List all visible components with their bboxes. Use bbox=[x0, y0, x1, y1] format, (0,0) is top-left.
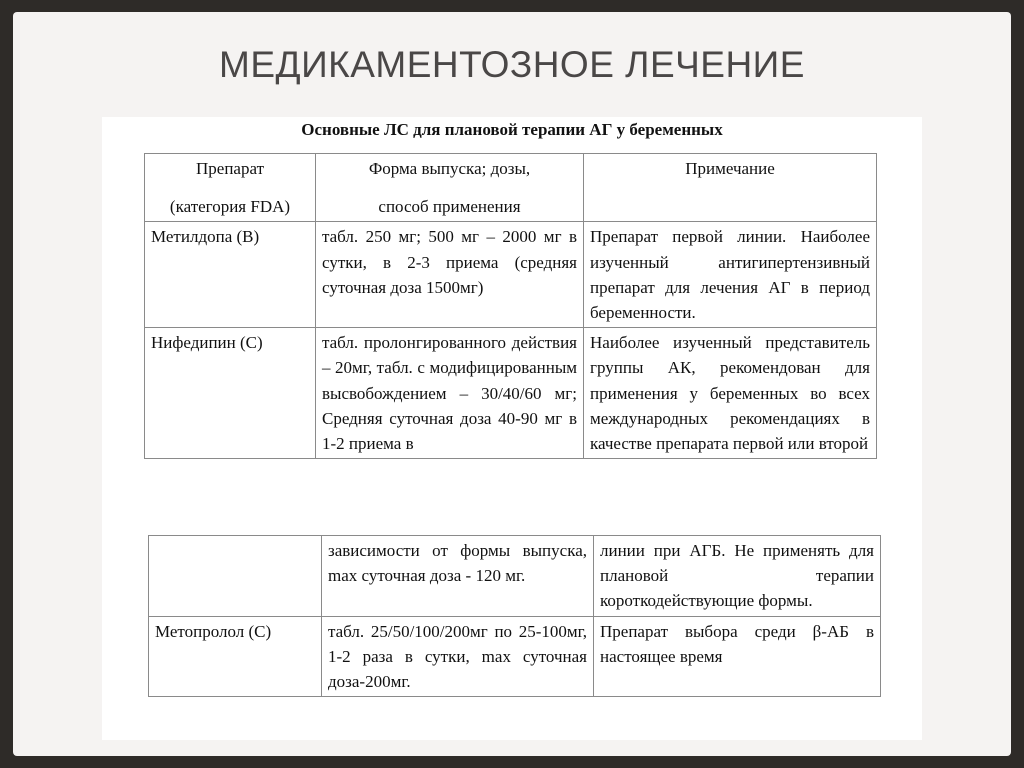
header-note-label: Примечание bbox=[685, 159, 775, 178]
slide-title: МЕДИКАМЕНТОЗНОЕ ЛЕЧЕНИЕ bbox=[219, 44, 805, 85]
table-header-row bbox=[145, 154, 877, 222]
drug-name-empty bbox=[149, 536, 322, 617]
drug-form: табл. 250 мг; 500 мг – 2000 мг в сутки, в 2-3 приема (средняя суточная доза 1500мг) bbox=[316, 222, 584, 328]
drug-note: линии при АГБ. Не применять для плановой терапии короткодействующие формы. bbox=[594, 536, 881, 617]
drug-table-continued bbox=[148, 535, 881, 697]
table-row bbox=[145, 328, 877, 459]
drug-name: Нифедипин (С) bbox=[145, 328, 316, 459]
header-form-method: способ применения bbox=[378, 197, 521, 217]
header-drug-label: Препарат bbox=[196, 159, 264, 178]
document-scan-top bbox=[102, 117, 922, 532]
document-scan-bottom bbox=[102, 532, 922, 740]
drug-note: Препарат первой линии. Наиболее изученный антигипертензивный препарат для лечения АГ в период беременности. bbox=[584, 222, 877, 328]
header-drug-category: (категория FDA) bbox=[169, 197, 291, 217]
drug-form: табл. 25/50/100/200мг по 25-100мг, 1-2 раза в сутки, max суточная доза-200мг. bbox=[322, 616, 594, 697]
header-note bbox=[584, 154, 877, 222]
drug-name: Метопролол (С) bbox=[149, 616, 322, 697]
table-row bbox=[149, 536, 881, 617]
drug-note: Препарат выбора среди β-АБ в настоящее время bbox=[594, 616, 881, 697]
drug-form: табл. пролонгированного действия – 20мг, табл. с модифицированным высвобождением – 30/40/60 мг; Средняя суточная доза 40-90 мг в 1-2 приема в bbox=[316, 328, 584, 459]
drug-table bbox=[144, 153, 877, 459]
drug-note: Наиболее изученный представитель группы АК, рекомендован для применения у беременных во всех международных рекомендациях в качестве препарата первой или второй bbox=[584, 328, 877, 459]
header-form-label: Форма выпуска; дозы, bbox=[368, 159, 531, 178]
table-row bbox=[145, 222, 877, 328]
header-form bbox=[316, 154, 584, 222]
drug-name: Метилдопа (B) bbox=[145, 222, 316, 328]
header-drug bbox=[145, 154, 316, 222]
document-heading: Основные ЛС для плановой терапии АГ у беременных bbox=[301, 120, 723, 139]
drug-form: зависимости от формы выпуска, max суточная доза - 120 мг. bbox=[322, 536, 594, 617]
table-row bbox=[149, 616, 881, 697]
